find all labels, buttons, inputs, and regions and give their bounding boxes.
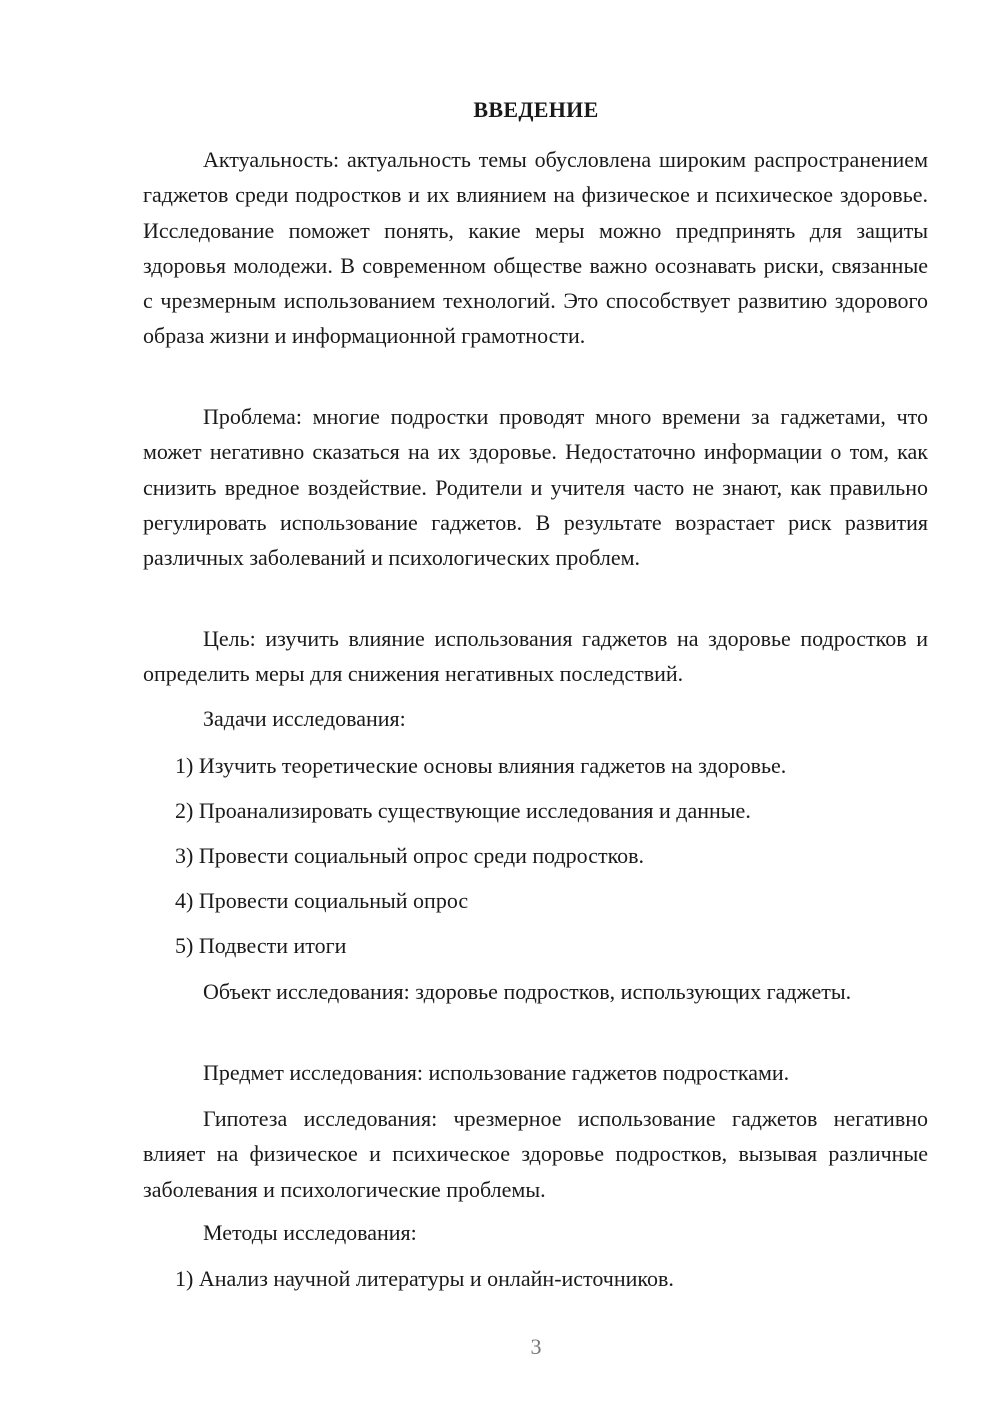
task-item: 1) Изучить теоретические основы влияния гаджетов на здоровье. xyxy=(175,753,787,778)
task-item: 2) Проанализировать существующие исследования и данные. xyxy=(175,798,751,823)
page-title: ВВЕДЕНИЕ xyxy=(473,97,599,122)
paragraph-problem: Проблема: многие подростки проводят много времени за гаджетами, что может негативно сказаться на их здоровье. Недостаточно информации о том, как снизить вредное воздействие. Родители и учителя часто не знают, как правильно регулировать использование гаджетов. В результате возрастает риск развития различных заболеваний и психологических проблем. xyxy=(143,404,928,571)
method-item: 1) Анализ научной литературы и онлайн-источников. xyxy=(175,1266,674,1291)
task-item: 4) Провести социальный опрос xyxy=(175,888,469,913)
paragraph-object: Объект исследования: здоровье подростков, использующих гаджеты. xyxy=(203,979,852,1004)
task-item: 3) Провести социальный опрос среди подростков. xyxy=(175,843,645,868)
tasks-heading: Задачи исследования: xyxy=(203,706,406,731)
task-item: 5) Подвести итоги xyxy=(175,933,347,958)
paragraph-relevance: Актуальность: актуальность темы обусловлена широким распространением гаджетов среди подростков и их влиянием на физическое и психическое здоровье. Исследование поможет понять, какие меры можно предпринять для защиты здоровья молодежи. В современном обществе важно осознавать риски, связанные с чрезмерным использованием технологий. Это способствует развитию здорового образа жизни и информационной грамотности. xyxy=(143,147,928,349)
paragraph-goal: Цель: изучить влияние использования гаджетов на здоровье подростков и определить меры для снижения негативных последствий. xyxy=(143,626,928,687)
paragraph-subject: Предмет исследования: использование гаджетов подростками. xyxy=(203,1060,790,1085)
paragraph-hypothesis: Гипотеза исследования: чрезмерное использование гаджетов негативно влияет на физическое и психическое здоровье подростков, вызывая различные заболевания и психологические проблемы. xyxy=(143,1106,928,1202)
page-number: 3 xyxy=(530,1334,542,1359)
methods-heading: Методы исследования: xyxy=(203,1220,417,1245)
